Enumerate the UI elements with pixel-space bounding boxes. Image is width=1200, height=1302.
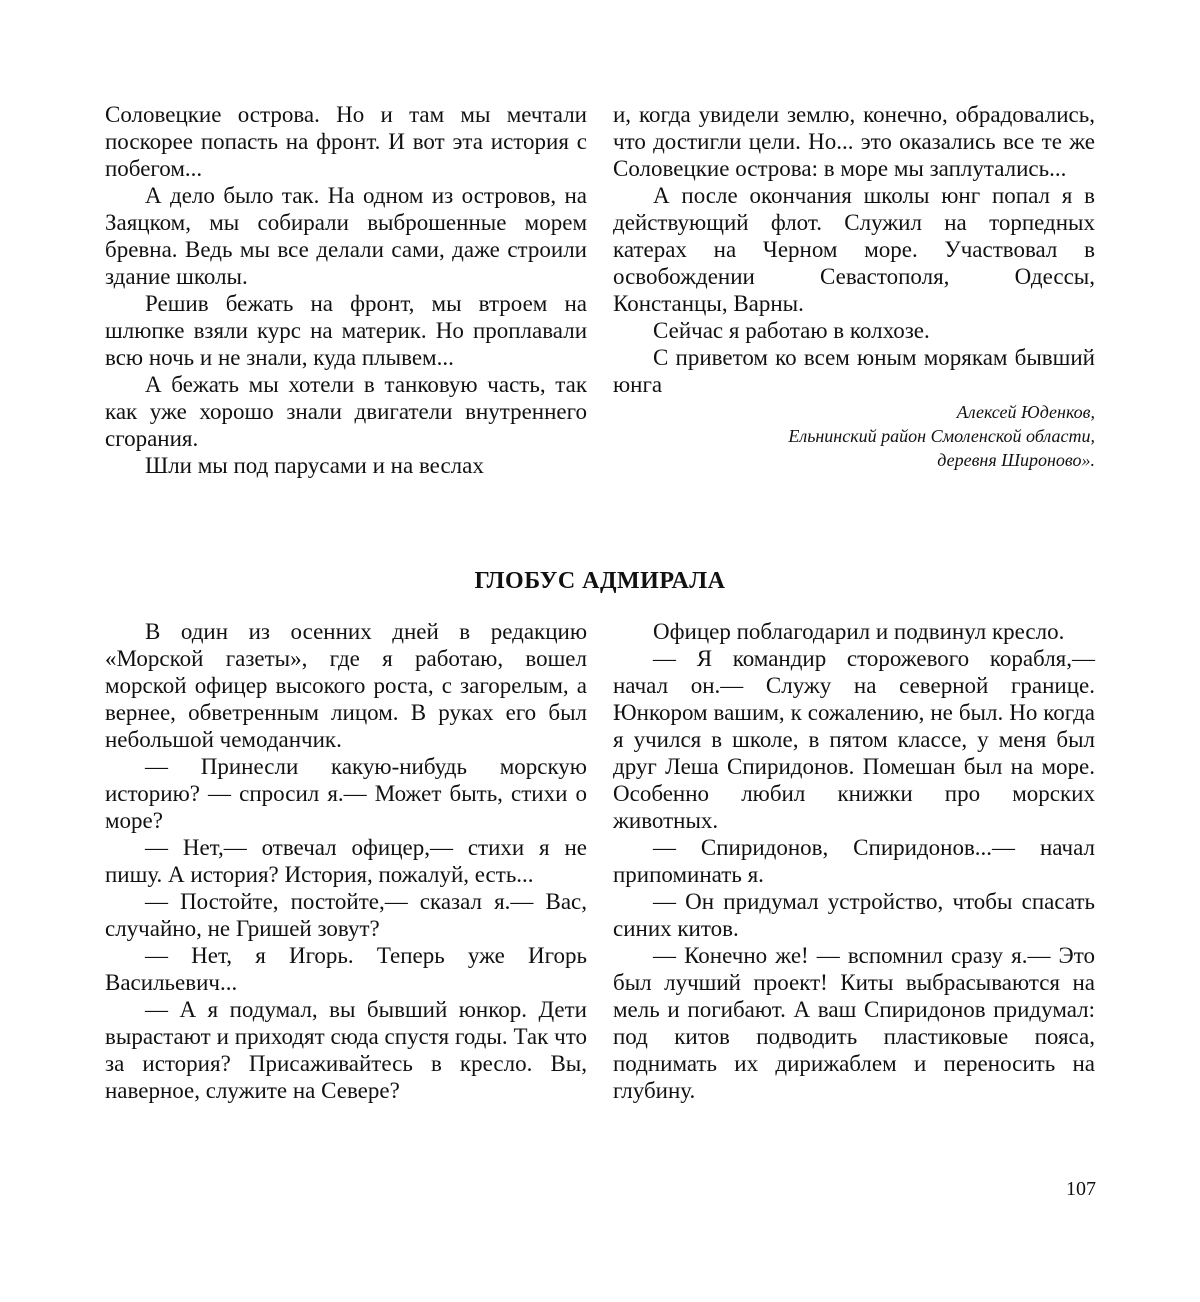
letter-right-column [613, 101, 1095, 472]
paragraph: Шли мы под парусами и на веслах [145, 453, 484, 478]
signature-name: Алексей Юденков, [956, 402, 1095, 422]
paragraph: — Постойте, постойте,— сказал я.— Вас, случайно, не Гришей зовут? [105, 889, 587, 941]
paragraph: — Нет, я Игорь. Теперь уже Игорь Васильевич... [105, 943, 587, 995]
paragraph: — Он придумал устройство, чтобы спасать синих китов. [613, 889, 1095, 941]
signature-district: Ельнинский район Смоленской области, [788, 426, 1095, 446]
paragraph: Решив бежать на фронт, мы втроем на шлюпке взяли курс на материк. Но проплавали всю ночь и не знали, куда плывем... [105, 291, 587, 370]
paragraph: Соловецкие острова. Но и там мы мечтали поскорее попасть на фронт. И вот эта история с побегом... [105, 102, 587, 181]
paragraph: А после окончания школы юнг попал я в действующий флот. Служил на торпедных катерах на Черном море. Участвовал в освобождении Севастополя, Одессы, Констанцы, Варны. [613, 183, 1095, 316]
letter-left-column [105, 101, 587, 479]
page-number: 107 [1066, 1178, 1096, 1200]
paragraph: А дело было так. На одном из островов, на Заяцком, мы собирали выброшенные морем бревна. Ведь мы все делали сами, даже строили здание школы. [105, 183, 587, 289]
paragraph: С приветом ко всем юным морякам бывший юнга [613, 345, 1095, 397]
letter-signature [613, 400, 1095, 472]
signature-village: деревня Широново». [937, 450, 1095, 470]
paragraph: Офицер поблагодарил и подвинул кресло. [653, 619, 1065, 644]
paragraph: — Конечно же! — вспомнил сразу я.— Это был лучший проект! Киты выбрасываются на мель и погибают. А ваш Спиридонов придумал: под китов подводить пластиковые пояса, поднимать их дирижаблем и переносить на глубину. [613, 943, 1095, 1103]
article-left-column [105, 618, 587, 1104]
paragraph: Сейчас я работаю в колхозе. [653, 318, 930, 343]
paragraph: и, когда увидели землю, конечно, обрадовались, что достигли цели. Но... это оказались все те же Соловецкие острова: в море мы заплутались... [613, 102, 1095, 181]
paragraph: — Нет,— отвечал офицер,— стихи я не пишу. А история? История, пожалуй, есть... [105, 835, 587, 887]
paragraph: — Спиридонов, Спиридонов...— начал припоминать я. [613, 835, 1095, 887]
article-title: ГЛОБУС АДМИРАЛА [474, 568, 726, 594]
article-right-column [613, 618, 1095, 1104]
paragraph: В один из осенних дней в редакцию «Морской газеты», где я работаю, вошел морской офицер высокого роста, с загорелым, а вернее, обветренным лицом. В руках его был небольшой чемоданчик. [105, 619, 587, 752]
paragraph: — Принесли какую-нибудь морскую историю? — спросил я.— Может быть, стихи о море? [105, 754, 587, 833]
paragraph: — А я подумал, вы бывший юнкор. Дети вырастают и приходят сюда спустя годы. Так что за история? Присаживайтесь в кресло. Вы, наверное, служите на Севере? [105, 997, 587, 1103]
paragraph: — Я командир сторожевого корабля,— начал он.— Служу на северной границе. Юнкором вашим, к сожалению, не был. Но когда я учился в школе, в пятом классе, у меня был друг Леша Спиридонов. Помешан был на море. Особенно любил книжки про морских животных. [613, 646, 1095, 833]
paragraph: А бежать мы хотели в танковую часть, так как уже хорошо знали двигатели внутреннего сгорания. [105, 372, 587, 451]
